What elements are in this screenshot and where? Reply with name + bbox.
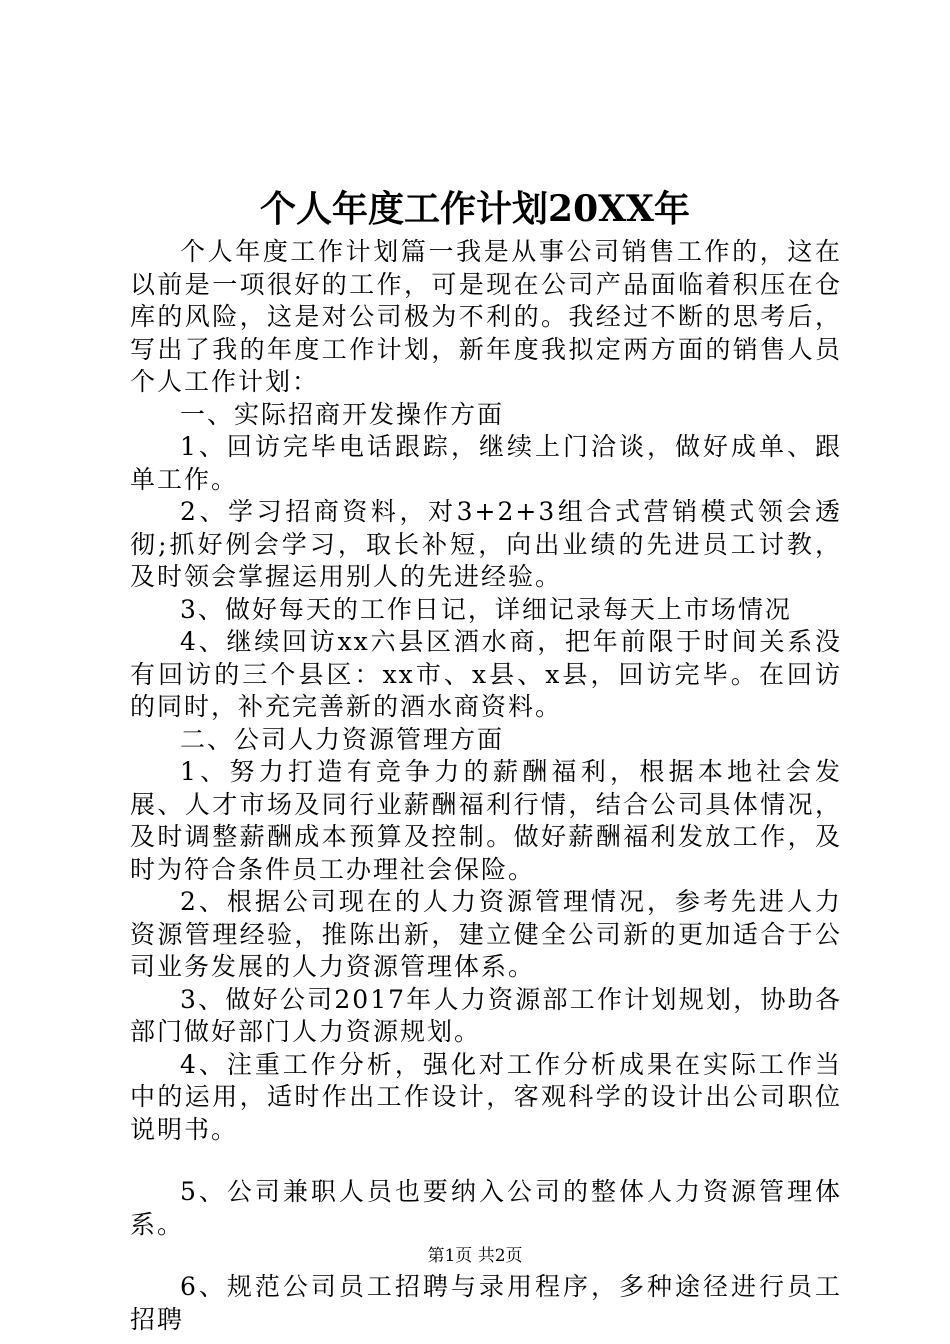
list-item: 5、公司兼职人员也要纳入公司的整体人力资源管理体系。 bbox=[130, 1177, 842, 1239]
document-title: 个人年度工作计划20XX年 bbox=[260, 188, 690, 230]
section-heading-1: 一、实际招商开发操作方面 bbox=[180, 399, 505, 429]
list-item: 3、做好公司2017年人力资源部工作计划规划，协助各部门做好部门人力资源规划。 bbox=[130, 984, 842, 1046]
list-item: 1、回访完毕电话跟踪，继续上门洽谈，做好成单、跟单工作。 bbox=[130, 432, 842, 494]
list-item: 2、根据公司现在的人力资源管理情况，参考先进人力资源管理经验，推陈出新，建立健全公司新的更加适合于公司业务发展的人力资源管理体系。 bbox=[130, 887, 842, 981]
section-heading-2: 二、公司人力资源管理方面 bbox=[180, 724, 505, 754]
list-item: 2、学习招商资料，对3+2+3组合式营销模式领会透彻;抓好例会学习，取长补短，向出业绩的先进员工讨教，及时领会掌握运用别人的先进经验。 bbox=[130, 497, 842, 591]
list-item: 3、做好每天的工作日记，详细记录每天上市场情况 bbox=[180, 594, 792, 624]
document-body bbox=[130, 236, 842, 1336]
list-item: 4、注重工作分析，强化对工作分析成果在实际工作当中的运用，适时作出工作设计，客观科学的设计出公司职位说明书。 bbox=[130, 1049, 842, 1144]
list-item: 6、规范公司员工招聘与录用程序，多种途径进行员工招聘 bbox=[130, 1272, 842, 1334]
page-footer: 第1页 共2页 bbox=[427, 1246, 523, 1266]
list-item: 4、继续回访xx六县区酒水商，把年前限于时间关系没有回访的三个县区：xx市、x县、x县，回访完毕。在回访的同时，补充完善新的酒水商资料。 bbox=[130, 627, 842, 721]
intro-paragraph: 个人年度工作计划篇一我是从事公司销售工作的，这在以前是一项很好的工作，可是现在公司产品面临着积压在仓库的风险，这是对公司极为不利的。我经过不断的思考后，写出了我的年度工作计划，新年度我拟定两方面的销售人员个人工作计划： bbox=[130, 237, 842, 396]
list-item: 1、努力打造有竞争力的薪酬福利，根据本地社会发展、人才市场及同行业薪酬福利行情，结合公司具体情况，及时调整薪酬成本预算及控制。做好薪酬福利发放工作，及时为符合条件员工办理社会保险。 bbox=[130, 757, 842, 884]
